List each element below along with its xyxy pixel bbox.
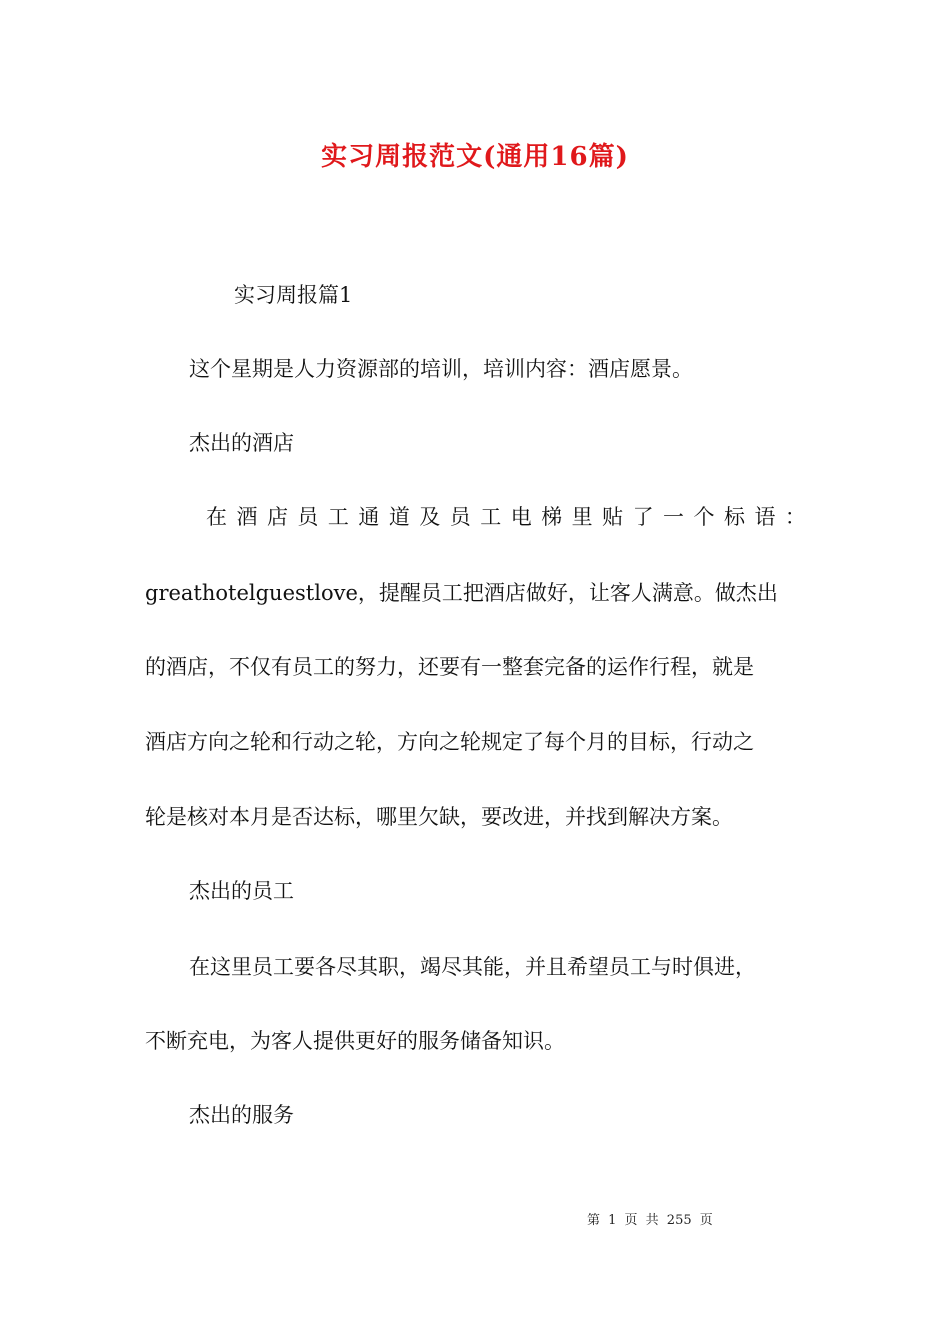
justified-char: 一 <box>663 505 685 529</box>
section-heading: 实习周报篇1 <box>234 283 353 307</box>
document-title: 实习周报范文(通用16篇) <box>321 142 629 172</box>
paragraph-line-justified <box>206 502 806 532</box>
justified-char: 酒 <box>236 505 258 529</box>
justified-char: 在 <box>206 505 227 529</box>
justified-char: 语 <box>754 505 776 529</box>
justified-char: 工 <box>327 505 349 529</box>
justified-char: 个 <box>693 505 715 529</box>
justified-char: 了 <box>632 505 654 529</box>
paragraph-line: 的酒店，不仅有员工的努力，还要有一整套完备的运作行程，就是 <box>145 655 754 679</box>
justified-char: 贴 <box>602 505 624 529</box>
justified-char: 工 <box>480 505 502 529</box>
justified-char: 员 <box>449 505 471 529</box>
justified-char: 梯 <box>541 505 563 529</box>
paragraph-line: 酒店方向之轮和行动之轮，方向之轮规定了每个月的目标，行动之 <box>145 730 754 754</box>
justified-char: 通 <box>358 505 380 529</box>
justified-char: 及 <box>419 505 441 529</box>
paragraph-line: 在这里员工要各尽其职，竭尽其能，并且希望员工与时俱进， <box>189 955 756 979</box>
paragraph-line: 这个星期是人力资源部的培训，培训内容：酒店愿景。 <box>189 357 693 381</box>
justified-char: ： <box>784 505 806 529</box>
justified-char: 道 <box>388 505 410 529</box>
subheading: 杰出的员工 <box>189 879 294 903</box>
paragraph-line: 轮是核对本月是否达标，哪里欠缺，要改进，并找到解决方案。 <box>145 805 733 829</box>
justified-char: 电 <box>510 505 532 529</box>
justified-char: 标 <box>723 505 745 529</box>
subheading: 杰出的酒店 <box>189 431 294 455</box>
paragraph-line: greathotelguestlove，提醒员工把酒店做好，让客人满意。做杰出 <box>145 581 778 605</box>
subheading: 杰出的服务 <box>189 1103 294 1127</box>
paragraph-line: 不断充电，为客人提供更好的服务储备知识。 <box>145 1029 565 1053</box>
justified-char: 店 <box>266 505 288 529</box>
justified-char: 员 <box>297 505 319 529</box>
page-footer: 第 1 页 共 255 页 <box>587 1213 713 1228</box>
justified-char: 里 <box>571 505 593 529</box>
